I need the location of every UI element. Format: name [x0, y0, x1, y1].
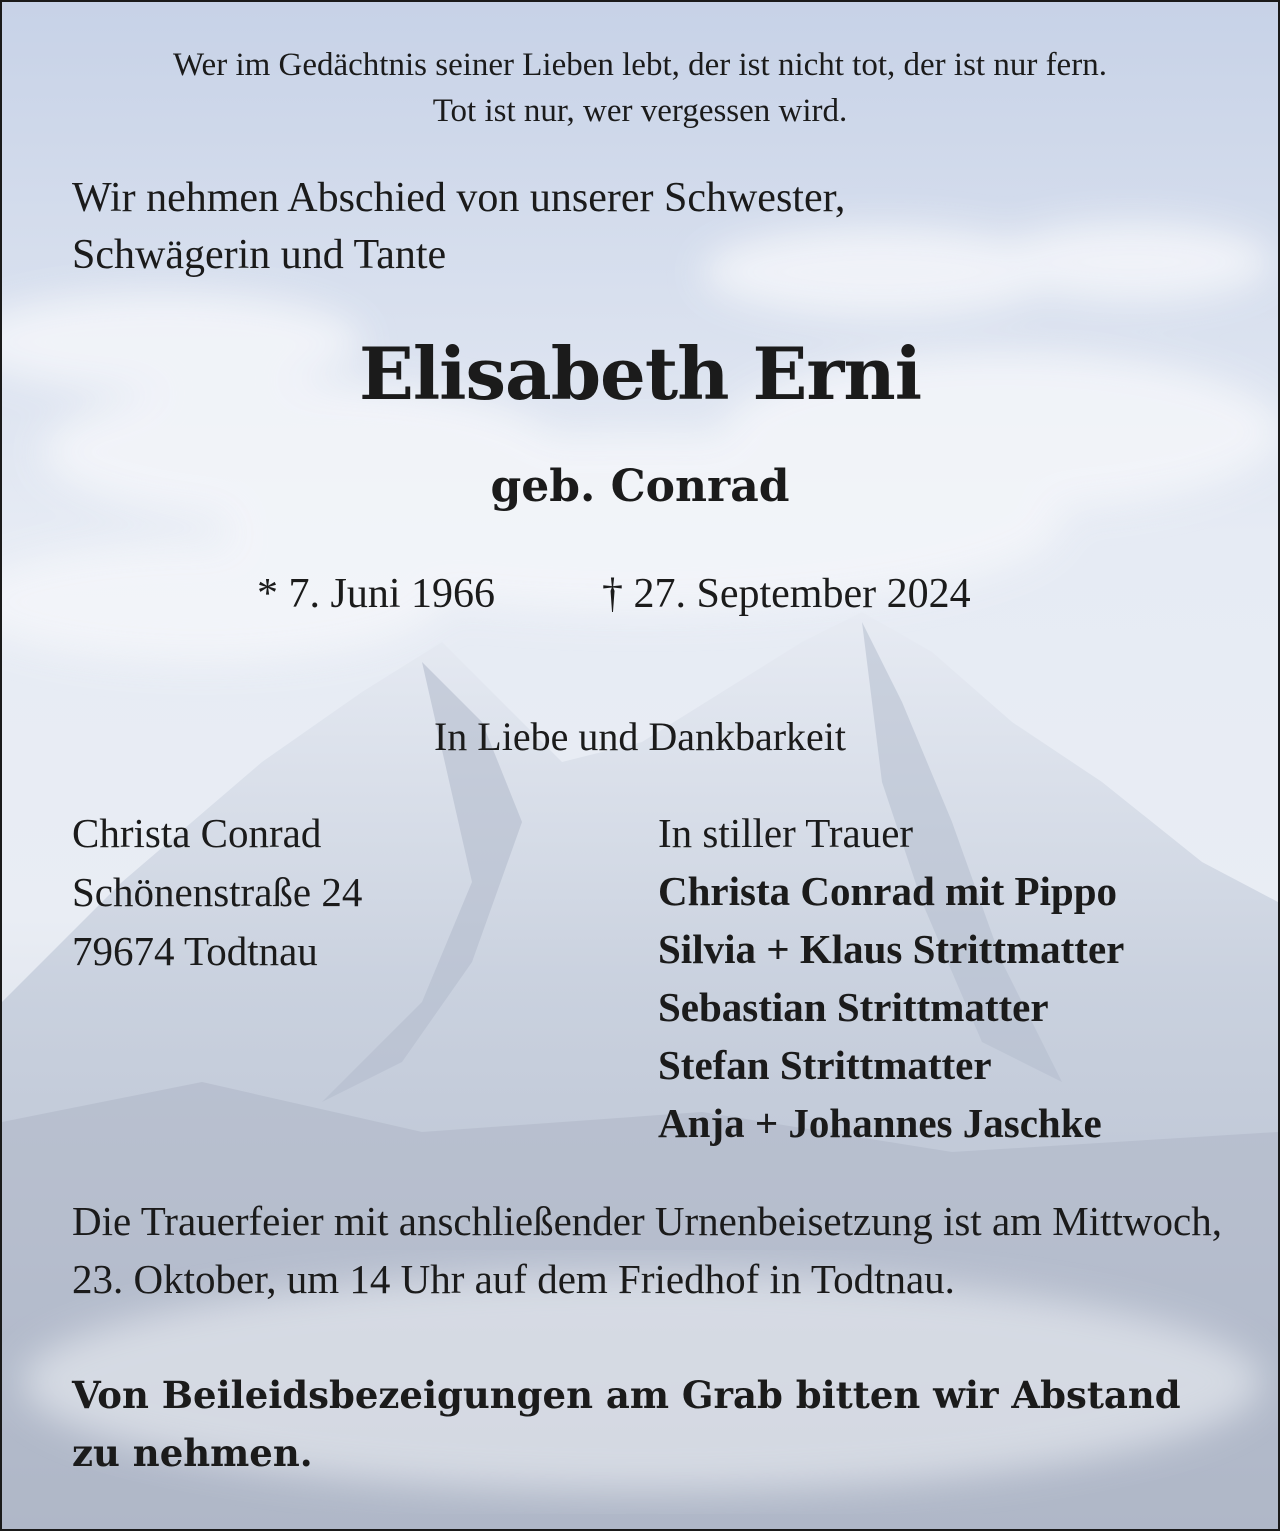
address-name: Christa Conrad: [72, 810, 322, 856]
ceremony-info: Die Trauerfeier mit anschließender Urnenbeisetzung ist am Mittwoch, 23. Oktober, um 14 Uhr auf dem Friedhof in Todtnau.: [72, 1198, 1222, 1302]
mourner-name: Sebastian Strittmatter: [658, 984, 1049, 1030]
motto-line-2: Tot ist nur, wer vergessen wird.: [432, 93, 848, 129]
mourner-name: Silvia + Klaus Strittmatter: [658, 926, 1125, 972]
intro-text: [72, 170, 845, 284]
birth-date: * 7. Juni 1966: [257, 571, 496, 617]
address-street: Schönenstraße 24: [72, 869, 363, 915]
mourners-list: [658, 804, 1124, 1152]
motto-quote: [2, 42, 1278, 134]
death-date: † 27. September 2024: [602, 571, 971, 617]
mourner-name: Stefan Strittmatter: [658, 1042, 992, 1088]
thanks-line: In Liebe und Dankbarkeit: [433, 714, 847, 759]
mourner-name: Anja + Johannes Jaschke: [658, 1100, 1102, 1146]
deceased-name: Elisabeth Erni: [358, 331, 922, 416]
maiden-name: geb. Conrad: [490, 461, 790, 512]
address-city: 79674 Todtnau: [72, 928, 318, 974]
contact-address: [72, 804, 362, 981]
motto-line-1: Wer im Gedächtnis seiner Lieben lebt, der ist nicht tot, der ist nur fern.: [173, 47, 1107, 83]
condolence-request: Von Beileidsbezeigungen am Grab bitten wir Abstand zu nehmen.: [72, 1373, 1181, 1475]
mourner-name: Christa Conrad mit Pippo: [658, 868, 1118, 914]
mourners-heading: In stiller Trauer: [658, 810, 914, 856]
intro-line-1: Wir nehmen Abschied von unserer Schwester,: [72, 175, 846, 221]
intro-line-2: Schwägerin und Tante: [72, 232, 447, 278]
